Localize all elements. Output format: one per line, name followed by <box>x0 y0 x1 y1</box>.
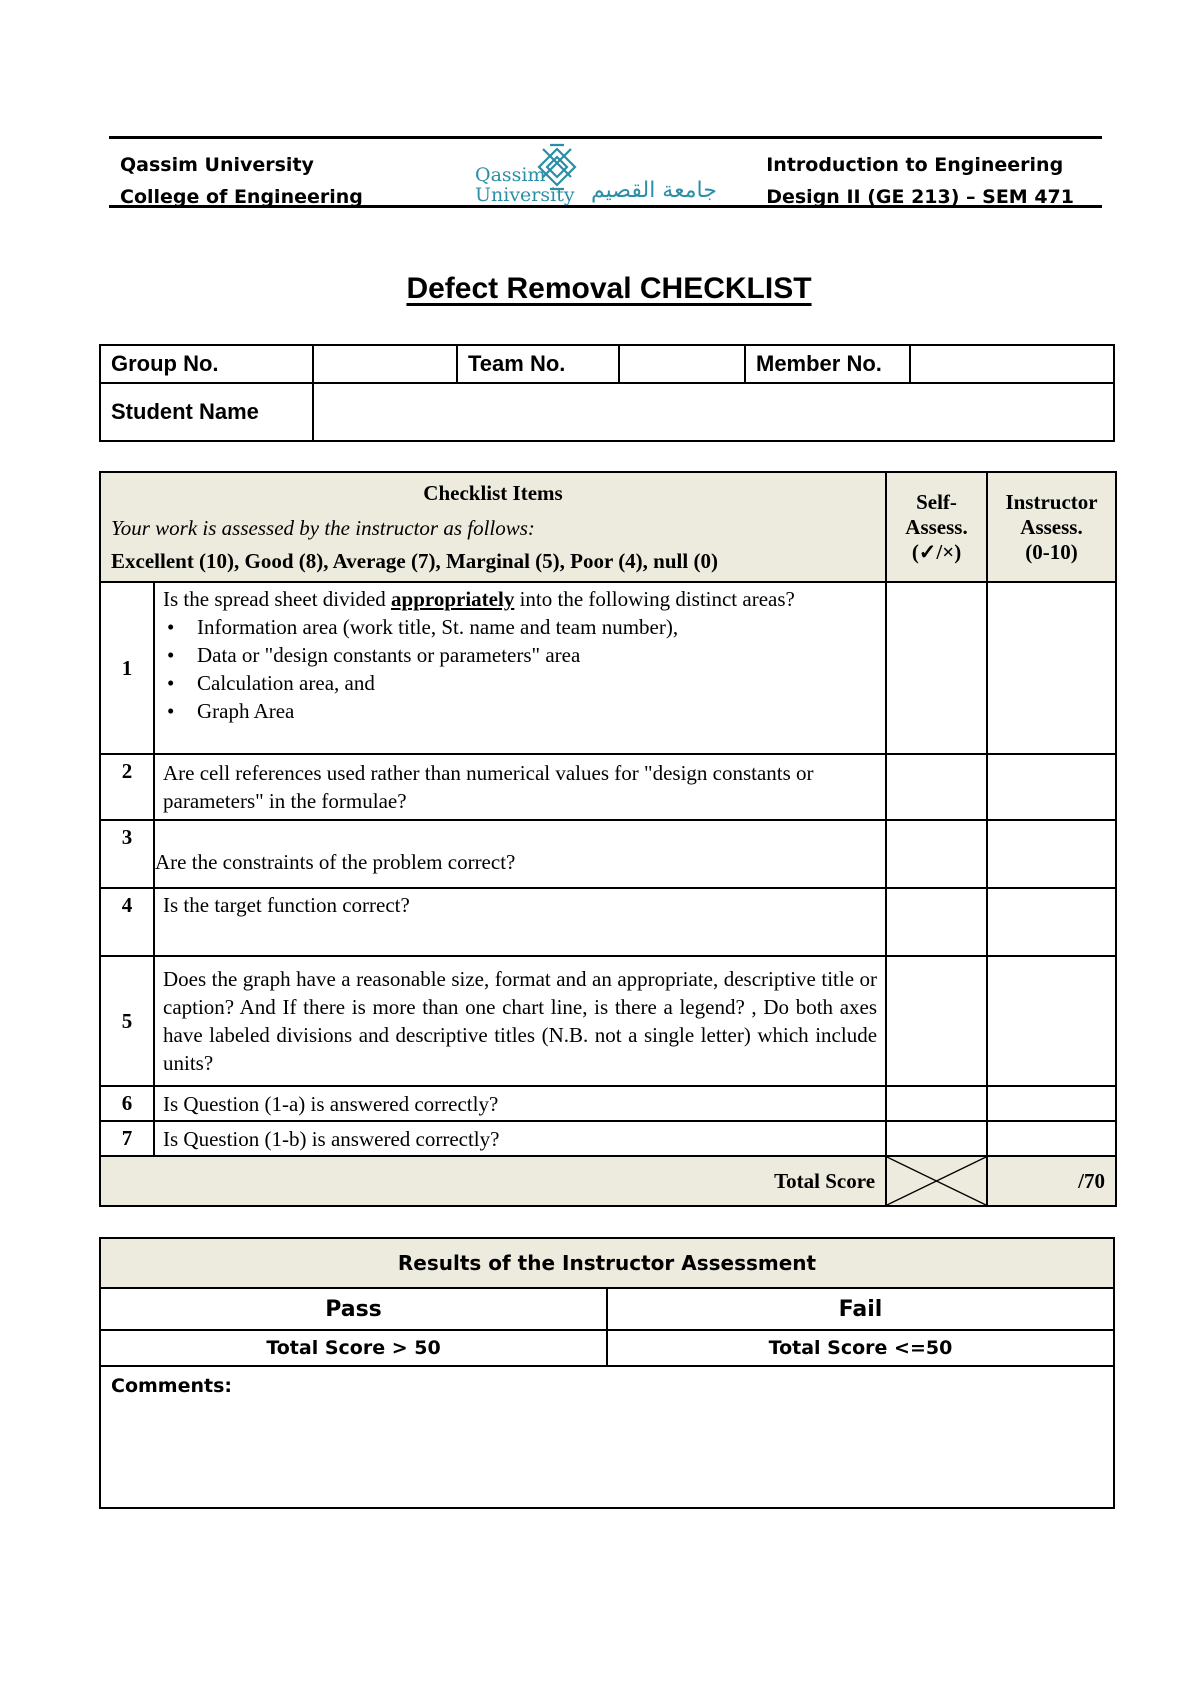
item-number: 2 <box>100 754 154 820</box>
item-1-text-emphasis: appropriately <box>391 587 515 611</box>
self-assess-header-line3: (✓/×) <box>911 539 962 564</box>
item-question: Is the target function correct? <box>154 888 886 956</box>
instructor-assess-cell[interactable] <box>987 956 1116 1086</box>
self-assess-header-line1: Self- <box>916 489 957 514</box>
comments-box[interactable] <box>100 1366 1114 1508</box>
logo-text-line1: Qassim <box>475 164 546 186</box>
instructor-assess-header-line2: Assess. <box>1020 514 1083 539</box>
checklist-header-intro: Your work is assessed by the instructor as follows: <box>111 515 535 540</box>
cross-out-mark <box>887 1157 986 1205</box>
logo-arabic-text: جامعة القصيم <box>591 178 717 203</box>
course-code: Design II (GE 213) – SEM 471 <box>766 186 1074 208</box>
item-question: Are the constraints of the problem correct? <box>154 820 886 888</box>
list-item: • Data or "design constants or parameters" area <box>197 641 877 669</box>
group-label: Group No. <box>100 345 313 383</box>
instructor-assess-cell[interactable] <box>987 820 1116 888</box>
logo-text-line2: University <box>475 184 575 206</box>
self-assess-cell[interactable] <box>886 754 987 820</box>
pass-criteria: Total Score > 50 <box>100 1330 607 1366</box>
item-1-bullets <box>163 613 877 725</box>
item-number: 1 <box>100 582 154 754</box>
checklist-header-title: Checklist Items <box>423 480 563 505</box>
item-number: 7 <box>100 1121 154 1156</box>
checklist-table <box>99 471 1117 1207</box>
fail-criteria: Total Score <=50 <box>607 1330 1114 1366</box>
self-assess-cell[interactable] <box>886 1086 987 1121</box>
total-score-label: Total Score <box>100 1156 886 1206</box>
student-info-table <box>99 344 1115 442</box>
instructor-assess-cell[interactable] <box>987 1086 1116 1121</box>
university-logo <box>471 143 717 206</box>
college-name: College of Engineering <box>120 186 363 208</box>
checklist-header <box>100 472 886 582</box>
member-field[interactable] <box>910 345 1114 383</box>
instructor-assess-cell[interactable] <box>987 888 1116 956</box>
student-name-field[interactable] <box>313 383 1114 441</box>
table-row <box>100 956 1116 1086</box>
table-row <box>100 754 1116 820</box>
list-item: • Graph Area <box>197 697 877 725</box>
instructor-assess-header-line3: (0-10) <box>1025 539 1078 564</box>
institution-block <box>120 149 363 213</box>
table-row <box>100 1121 1116 1156</box>
course-block <box>766 149 1074 213</box>
self-assess-header-line2: Assess. <box>905 514 968 539</box>
item-number: 6 <box>100 1086 154 1121</box>
results-title: Results of the Instructor Assessment <box>100 1238 1114 1288</box>
team-field[interactable] <box>619 345 745 383</box>
table-row <box>100 1086 1116 1121</box>
instructor-assess-cell[interactable] <box>987 754 1116 820</box>
total-row <box>100 1156 1116 1206</box>
instructor-assess-header-line1: Instructor <box>1005 489 1098 514</box>
table-row <box>100 820 1116 888</box>
pass-header: Pass <box>100 1288 607 1330</box>
self-assess-cell[interactable] <box>886 820 987 888</box>
item-question: Is Question (1-a) is answered correctly? <box>154 1086 886 1121</box>
comments-label: Comments: <box>111 1375 232 1397</box>
self-assess-cell[interactable] <box>886 888 987 956</box>
course-title: Introduction to Engineering <box>766 154 1064 176</box>
member-label: Member No. <box>745 345 910 383</box>
table-row <box>100 582 1116 754</box>
item-1-text-post: into the following distinct areas? <box>514 587 795 611</box>
item-number: 3 <box>100 820 154 888</box>
checklist-grading-scale: Excellent (10), Good (8), Average (7), Marginal (5), Poor (4), null (0) <box>111 548 718 573</box>
instructor-assess-cell[interactable] <box>987 1121 1116 1156</box>
self-assess-cell[interactable] <box>886 1121 987 1156</box>
self-assess-header <box>886 472 987 582</box>
self-assess-cell[interactable] <box>886 582 987 754</box>
item-1-text-pre: Is the spread sheet divided <box>163 587 392 611</box>
list-item: • Information area (work title, St. name and team number), <box>197 613 877 641</box>
document-header <box>109 136 1102 208</box>
fail-header: Fail <box>607 1288 1114 1330</box>
student-name-label: Student Name <box>100 383 313 441</box>
instructor-assess-cell[interactable] <box>987 582 1116 754</box>
team-label: Team No. <box>457 345 619 383</box>
table-row <box>100 888 1116 956</box>
self-total-crossed-cell <box>886 1156 987 1206</box>
page-title-text: Defect Removal CHECKLIST <box>406 272 812 305</box>
list-item: • Calculation area, and <box>197 669 877 697</box>
item-question: Is Question (1-b) is answered correctly? <box>154 1121 886 1156</box>
results-table <box>99 1237 1115 1509</box>
item-question: Does the graph have a reasonable size, format and an appropriate, descriptive title or caption? And If there is more than one chart line, is there a legend? , Do both axes have labeled divisions and descriptive titles (N.B. not a single letter) which include units? <box>154 956 886 1086</box>
item-number: 5 <box>100 956 154 1086</box>
instructor-assess-header <box>987 472 1116 582</box>
group-field[interactable] <box>313 345 457 383</box>
item-question: Are cell references used rather than numerical values for "design constants or parameters" in the formulae? <box>154 754 886 820</box>
item-number: 4 <box>100 888 154 956</box>
self-assess-cell[interactable] <box>886 956 987 1086</box>
university-name: Qassim University <box>120 154 314 176</box>
instructor-total-score[interactable]: /70 <box>987 1156 1116 1206</box>
item-question <box>154 582 886 754</box>
page-title <box>0 272 1200 306</box>
